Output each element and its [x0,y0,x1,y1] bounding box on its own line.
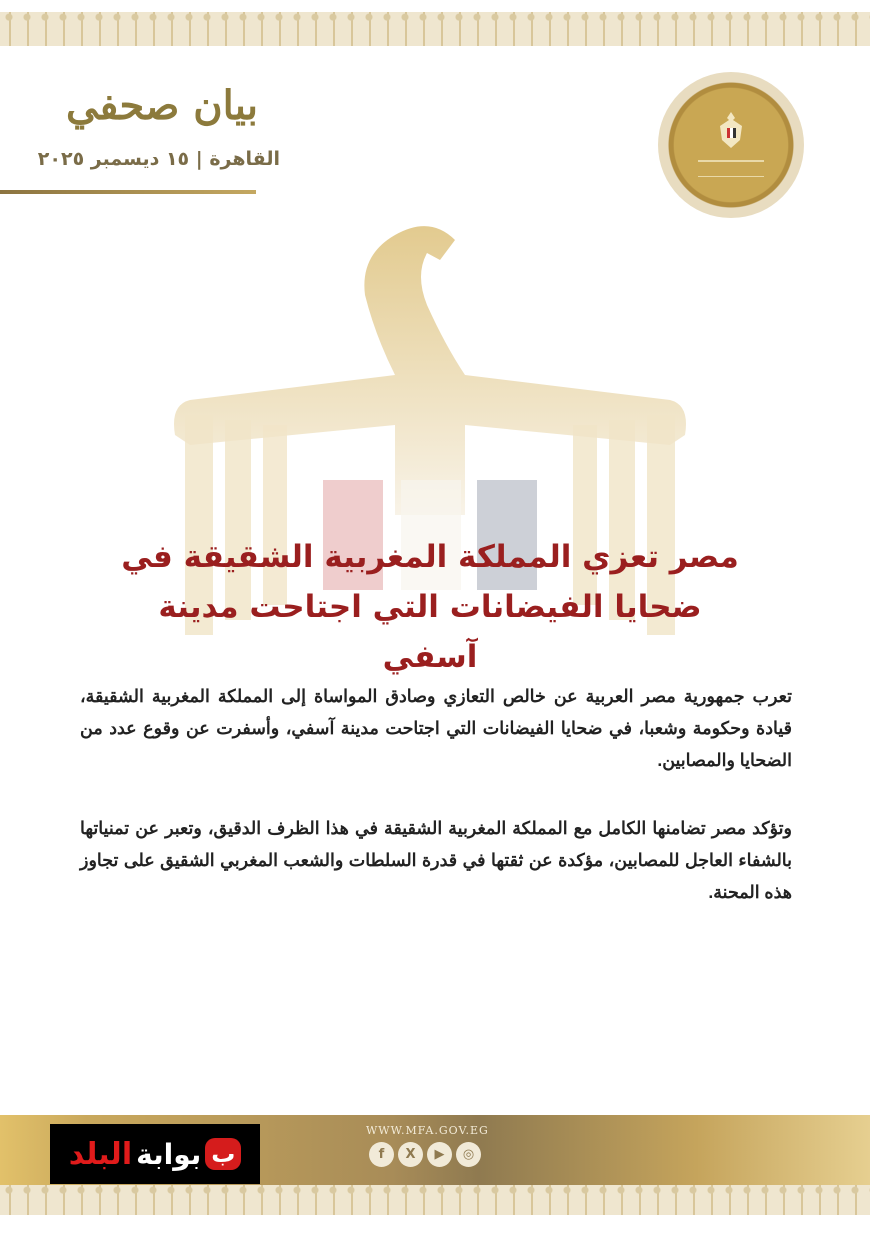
website-link[interactable]: WWW.MFA.GOV.EG [366,1124,489,1137]
logo-mark: ب [205,1138,241,1170]
ministry-seal-logo [658,72,804,218]
eagle-emblem-icon [716,110,746,150]
body-paragraph: تعرب جمهورية مصر العربية عن خالص التعازي وصادق المواساة إلى المملكة المغربية الشقيقة، قيادة وحكومة وشعبا، في ضحايا الفيضانات التي اجتاحت مدينة آسفي، وأسفرت عن وقوع عدد من الضحايا والمصابين. [80,686,792,770]
logo-text: بوابة [136,1137,202,1171]
dateline: القاهرة | ١٥ ديسمبر ٢٠٢٥ [37,148,280,170]
x-icon[interactable]: X [398,1142,423,1167]
sada-elbalad-watermark-logo [50,1124,260,1184]
social-links [369,1142,481,1167]
document-body [80,680,792,944]
facebook-icon[interactable]: f [369,1142,394,1167]
instagram-icon[interactable]: ◎ [456,1142,481,1167]
header-divider [0,190,256,194]
bottom-ornament-band [0,1185,870,1215]
seal-inscription [698,160,764,177]
press-release-heading: بيان صحفي [65,82,258,129]
body-paragraph: وتؤكد مصر تضامنها الكامل مع المملكة المغربية الشقيقة في هذا الظرف الدقيق، وتعبر عن تمنياتها بالشفاء العاجل للمصابين، مؤكدة عن ثقتها في قدرة السلطات والشعب المغربي الشقيق على تجاوز هذه المحنة. [80,818,792,902]
document-title: مصر تعزي المملكة المغربية الشقيقة في ضحايا الفيضانات التي اجتاحت مدينة آسفي [121,539,739,675]
youtube-icon[interactable]: ▶ [427,1142,452,1167]
top-ornament-band [0,12,870,46]
logo-text-red: البلد [68,1136,133,1172]
